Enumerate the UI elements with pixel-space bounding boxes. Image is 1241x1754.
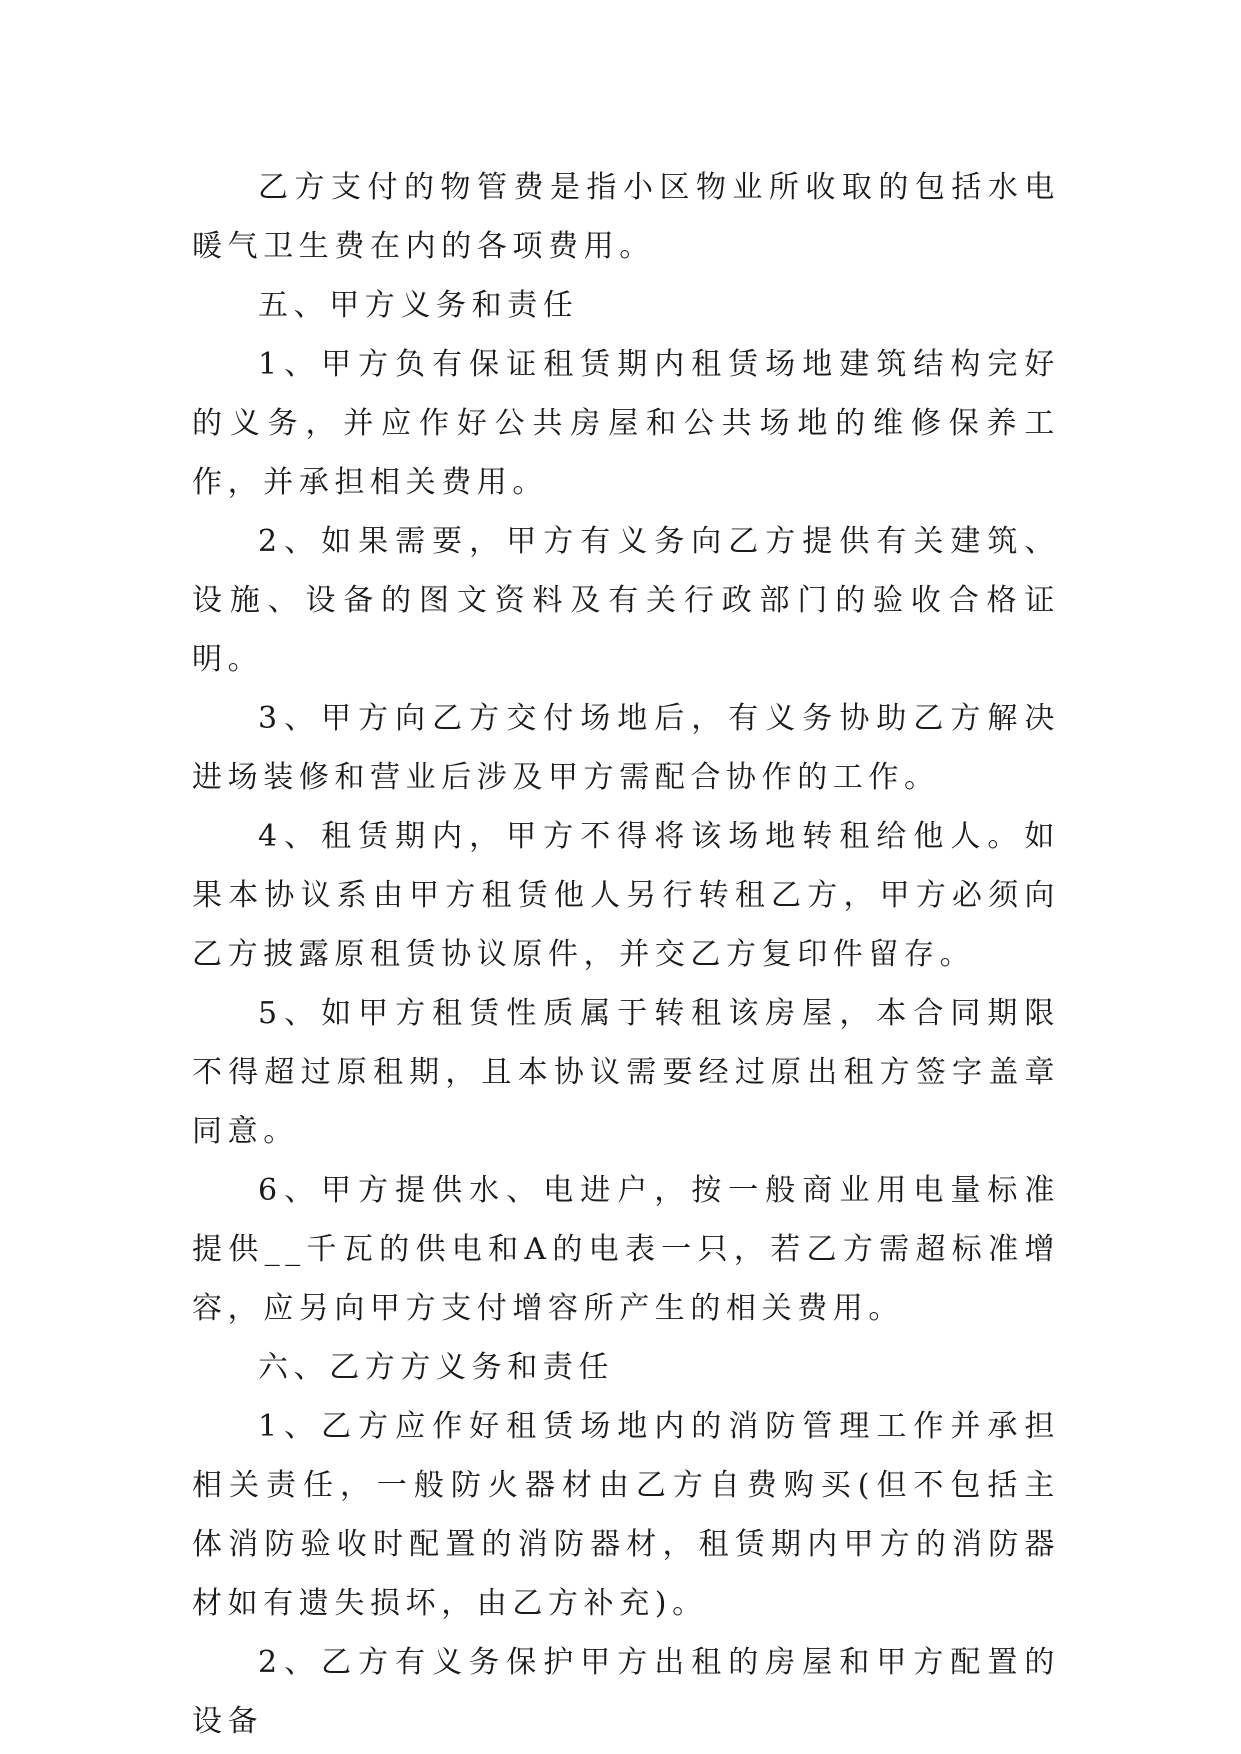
paragraph-a-duty-6: 6、甲方提供水、电进户，按一般商业用电量标准提供__千瓦的供电和A的电表一只，若乙方需超标准增容，应另向甲方支付增容所产生的相关费用。 bbox=[192, 1173, 1060, 1326]
paragraph-b-duty-2: 2、乙方有义务保护甲方出租的房屋和甲方配置的设备 bbox=[192, 1645, 1060, 1739]
paragraph-a-duty-2: 2、如果需要，甲方有义务向乙方提供有关建筑、设施、设备的图文资料及有关行政部门的验收合格证明。 bbox=[192, 524, 1060, 677]
document-body bbox=[192, 158, 1060, 1751]
paragraph-a-duty-3: 3、甲方向乙方交付场地后，有义务协助乙方解决进场装修和营业后涉及甲方需配合协作的工作。 bbox=[192, 701, 1060, 795]
paragraph-b-duty-1: 1、乙方应作好租赁场地内的消防管理工作并承担相关责任，一般防火器材由乙方自费购买(但不包括主体消防验收时配置的消防器材，租赁期内甲方的消防器材如有遗失损坏，由乙方补充)。 bbox=[192, 1409, 1060, 1621]
heading-party-b-duties: 六、乙方方义务和责任 bbox=[258, 1350, 614, 1385]
paragraph-a-duty-1: 1、甲方负有保证租赁期内租赁场地建筑结构完好的义务，并应作好公共房屋和公共场地的维修保养工作，并承担相关费用。 bbox=[192, 347, 1060, 500]
heading-party-a-duties: 五、甲方义务和责任 bbox=[258, 288, 579, 323]
paragraph-a-duty-4: 4、租赁期内，甲方不得将该场地转租给他人。如果本协议系由甲方租赁他人另行转租乙方，甲方必须向乙方披露原租赁协议原件，并交乙方复印件留存。 bbox=[192, 819, 1060, 972]
paragraph-a-duty-5: 5、如甲方租赁性质属于转租该房屋，本合同期限不得超过原租期，且本协议需要经过原出租方签字盖章同意。 bbox=[192, 996, 1060, 1149]
paragraph-property-fee: 乙方支付的物管费是指小区物业所收取的包括水电暖气卫生费在内的各项费用。 bbox=[192, 170, 1060, 264]
